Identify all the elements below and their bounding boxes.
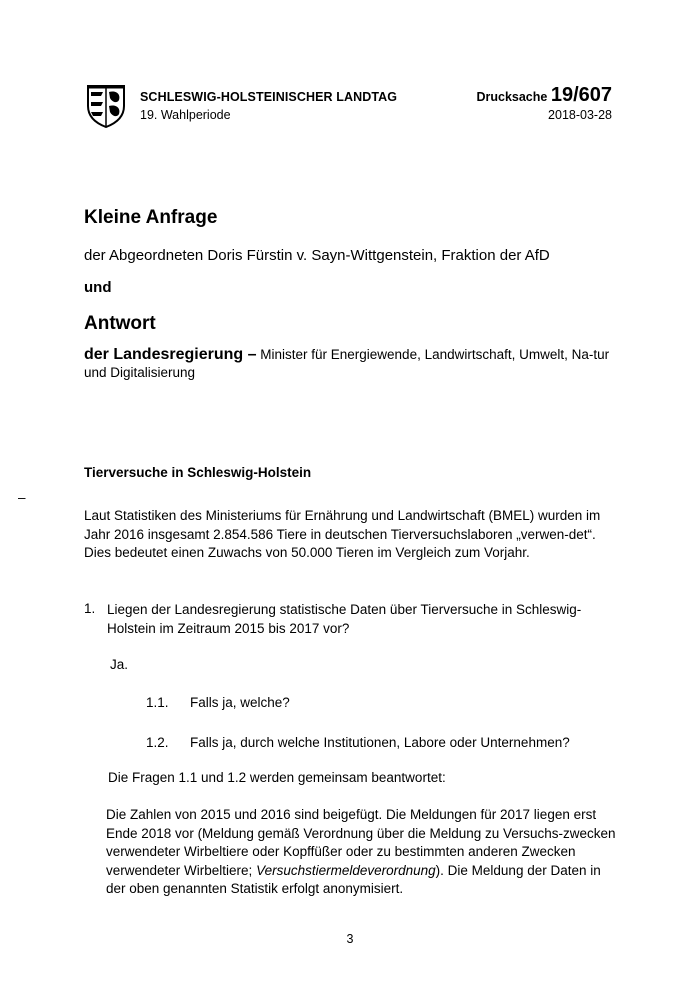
- question-1-1-text: Falls ja, welche?: [190, 695, 290, 710]
- document-number: [476, 84, 612, 107]
- intro-paragraph: Laut Statistiken des Ministeriums für Ernährung und Landwirtschaft (BMEL) wurden im Jahr 2016 insgesamt 2.854.586 Tiere in deutschen Tierversuchslaboren „verwen-det“. Dies bedeutet einen Zuwachs von 50.000 Tieren im Vergleich zum Vorjahr.: [84, 508, 601, 560]
- joint-answer-note: Die Fragen 1.1 und 1.2 werden gemeinsam beantwortet:: [108, 770, 446, 785]
- question-1-2-text: Falls ja, durch welche Institutionen, Labore oder Unternehmen?: [190, 735, 570, 750]
- subject-heading: Tierversuche in Schleswig-Holstein: [84, 465, 312, 480]
- title-antwort: Antwort: [84, 313, 156, 334]
- government-lead: der Landesregierung –: [84, 346, 257, 363]
- question-1-text: Liegen der Landesregierung statistische Daten über Tierversuche in Schleswig-Holstein im Zeitraum 2015 bis 2017 vor?: [107, 602, 582, 636]
- answer-part-2: ). Die Meldung der Daten in der oben genannten Statistik erfolgt anonymisiert.: [106, 862, 601, 896]
- conjunction-und: und: [84, 279, 112, 296]
- question-1-number: 1.: [84, 601, 96, 616]
- ministry-name: Minister für Energiewende, Landwirtschaft, Umwelt, Na-tur und Digitalisierung: [84, 347, 610, 380]
- title-kleine-anfrage: Kleine Anfrage: [84, 207, 218, 228]
- coat-of-arms-icon: [86, 84, 126, 128]
- question-1-1-number: 1.1.: [146, 695, 169, 710]
- document-number-value: 19/607: [550, 84, 612, 106]
- document-date: 2018-03-28: [548, 108, 612, 122]
- author-line: der Abgeordneten Doris Fürstin v. Sayn-Wittgenstein, Fraktion der AfD: [84, 247, 550, 264]
- page-number: 3: [346, 932, 354, 946]
- responding-government: [84, 346, 619, 382]
- answer-regulation-name: Versuchstiermeldeverordnung: [256, 862, 436, 878]
- answer-1: Ja.: [110, 657, 129, 672]
- parliament-name: SCHLESWIG-HOLSTEINISCHER LANDTAG: [140, 90, 398, 104]
- document-label: Drucksache: [476, 90, 548, 104]
- legislative-period: 19. Wahlperiode: [140, 108, 231, 122]
- answer-part-1: Die Zahlen von 2015 und 2016 sind beigefügt. Die Meldungen für 2017 liegen erst Ende 2018 vor (Meldung gemäß Verordnung über die Meldung zu Versuchs-zwecken verwendeter Wirbeltiere oder Kopffüßer oder zu bestimmten anderen Zwecken verwendeter Wirbeltiere;: [106, 807, 616, 878]
- question-1-2-number: 1.2.: [146, 735, 169, 750]
- answer-paragraph: [106, 806, 620, 899]
- margin-mark: –: [18, 490, 26, 505]
